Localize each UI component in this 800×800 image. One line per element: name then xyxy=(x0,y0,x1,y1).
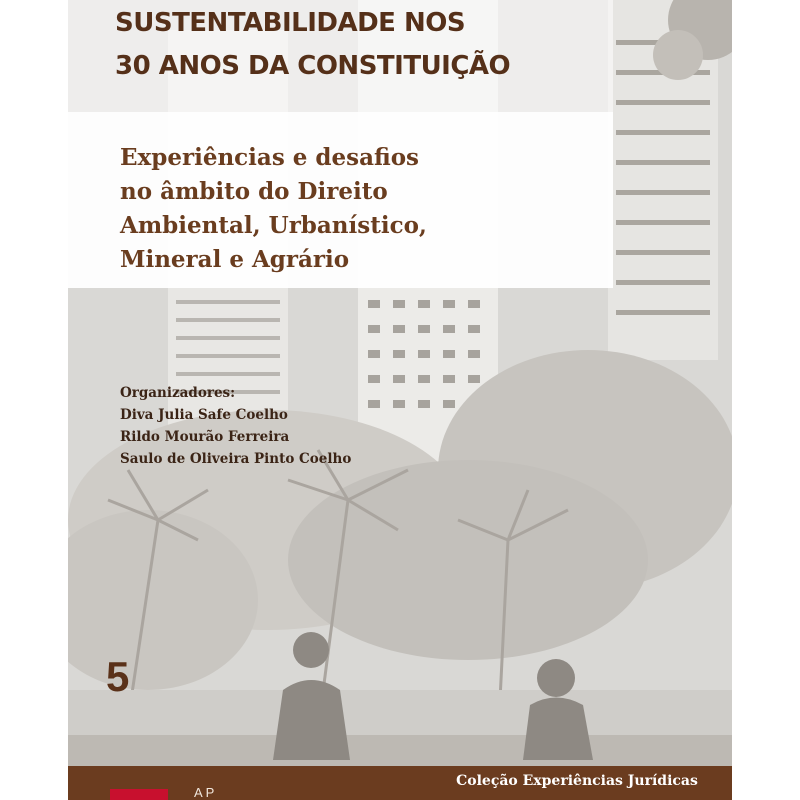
organizer-name: Rildo Mourão Ferreira xyxy=(120,429,290,445)
organizers-block xyxy=(120,382,351,470)
volume-number: 5 xyxy=(106,653,130,700)
book-subtitle xyxy=(120,141,427,277)
book-subtitle-line-1: Experiências e desafios xyxy=(120,144,419,171)
book-title-line-2: 30 ANOS DA CONSTITUIÇÃO xyxy=(115,51,511,81)
publisher-red-block xyxy=(110,789,168,800)
organizer-name: Saulo de Oliveira Pinto Coelho xyxy=(120,451,352,467)
organizers-label: Organizadores: xyxy=(120,385,236,401)
book-subtitle-line-2: no âmbito do Direito xyxy=(120,178,388,205)
book-title-line-1: SUSTENTABILIDADE NOS xyxy=(115,8,466,38)
book-title xyxy=(115,2,510,88)
book-cover xyxy=(68,0,732,800)
book-subtitle-line-4: Mineral e Agrário xyxy=(120,246,350,273)
book-subtitle-line-3: Ambiental, Urbanístico, xyxy=(120,212,427,239)
collection-name: Coleção Experiências Jurídicas xyxy=(456,773,698,789)
organizer-name: Diva Julia Safe Coelho xyxy=(120,407,288,423)
publisher-logo: A P xyxy=(194,785,215,800)
